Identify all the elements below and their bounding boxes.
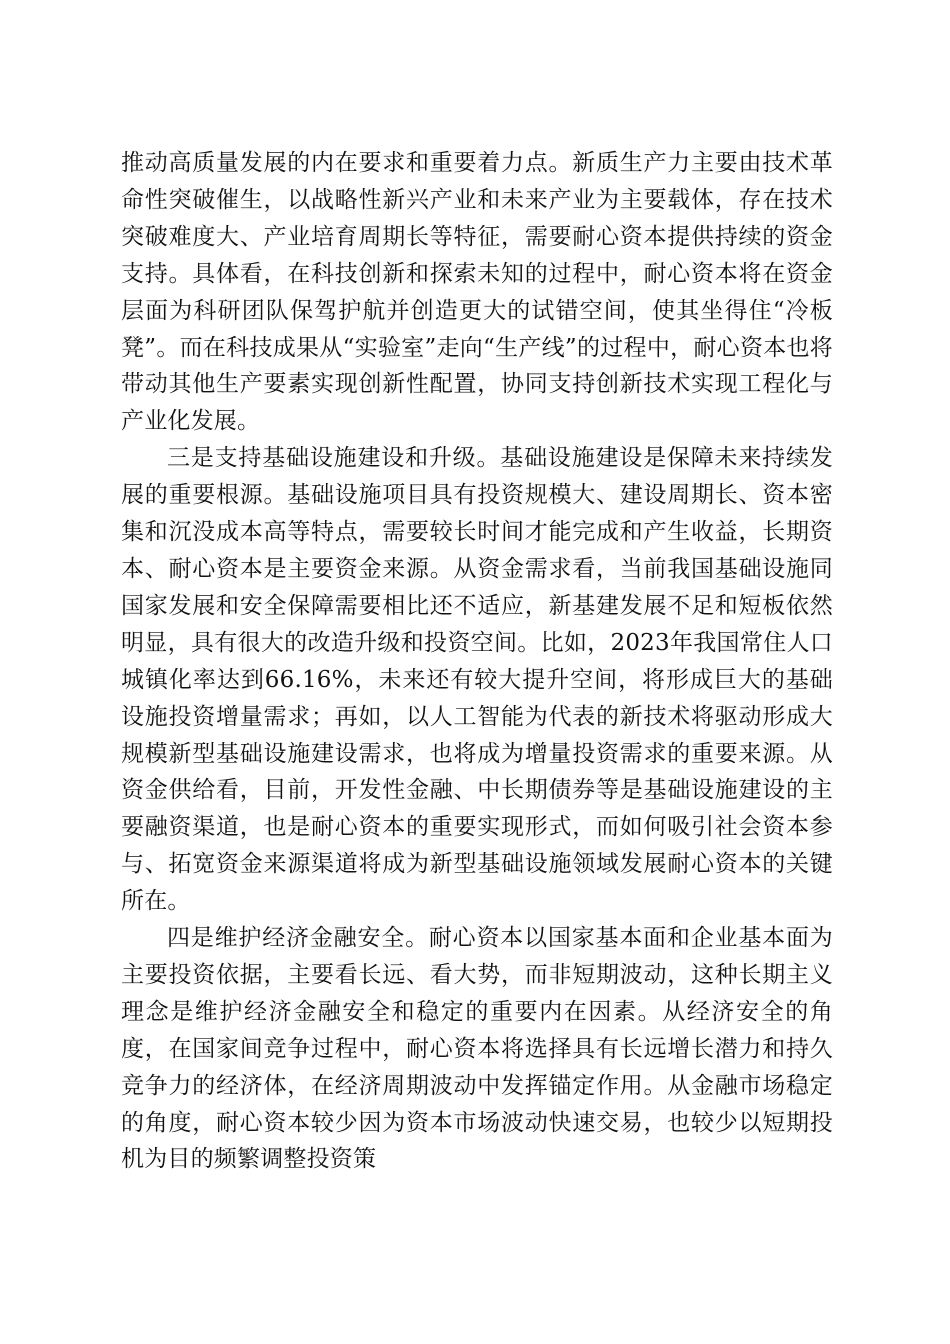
body-text bbox=[121, 145, 833, 1178]
paragraph-point-four: 四是维护经济金融安全。耐心资本以国家基本面和企业基本面为主要投资依据，主要看长远、看大势，而非短期波动，这种长期主义理念是维护经济金融安全和稳定的重要内在因素。从经济安全的角度，在国家间竞争过程中，耐心资本将选择具有长远增长潜力和持久竞争力的经济体，在经济周期波动中发挥锚定作用。从金融市场稳定的角度，耐心资本较少因为资本市场波动快速交易，也较少以短期投机为目的频繁调整投资策 bbox=[121, 925, 833, 1173]
paragraph-continued: 推动高质量发展的内在要求和重要着力点。新质生产力主要由技术革命性突破催生，以战略性新兴产业和未来产业为主要载体，存在技术突破难度大、产业培育周期长等特征，需要耐心资本提供持续的资金支持。具体看，在科技创新和探索未知的过程中，耐心资本将在资金层面为科研团队保驾护航并创造更大的试错空间，使其坐得住“冷板凳”。而在科技成果从“实验室”走向“生产线”的过程中，耐心资本也将带动其他生产要素实现创新性配置，协同支持创新技术实现工程化与产业化发展。 bbox=[121, 150, 833, 435]
paragraph-point-three: 三是支持基础设施建设和升级。基础设施建设是保障未来持续发展的重要根源。基础设施项目具有投资规模大、建设周期长、资本密集和沉没成本高等特点，需要较长时间才能完成和产生收益，长期资本、耐心资本是主要资金来源。从资金需求看，当前我国基础设施同国家发展和安全保障需要相比还不适应，新基建发展不足和短板依然明显，具有很大的改造升级和投资空间。比如，2023年我国常住人口城镇化率达到66.16%，未来还有较大提升空间，将形成巨大的基础设施投资增量需求；再如，以人工智能为代表的新技术将驱动形成大规模新型基础设施建设需求，也将成为增量投资需求的重要来源。从资金供给看，目前，开发性金融、中长期债券等是基础设施建设的主要融资渠道，也是耐心资本的重要实现形式，而如何吸引社会资本参与、拓宽资金来源渠道将成为新型基础设施领域发展耐心资本的关键所在。 bbox=[121, 445, 833, 915]
